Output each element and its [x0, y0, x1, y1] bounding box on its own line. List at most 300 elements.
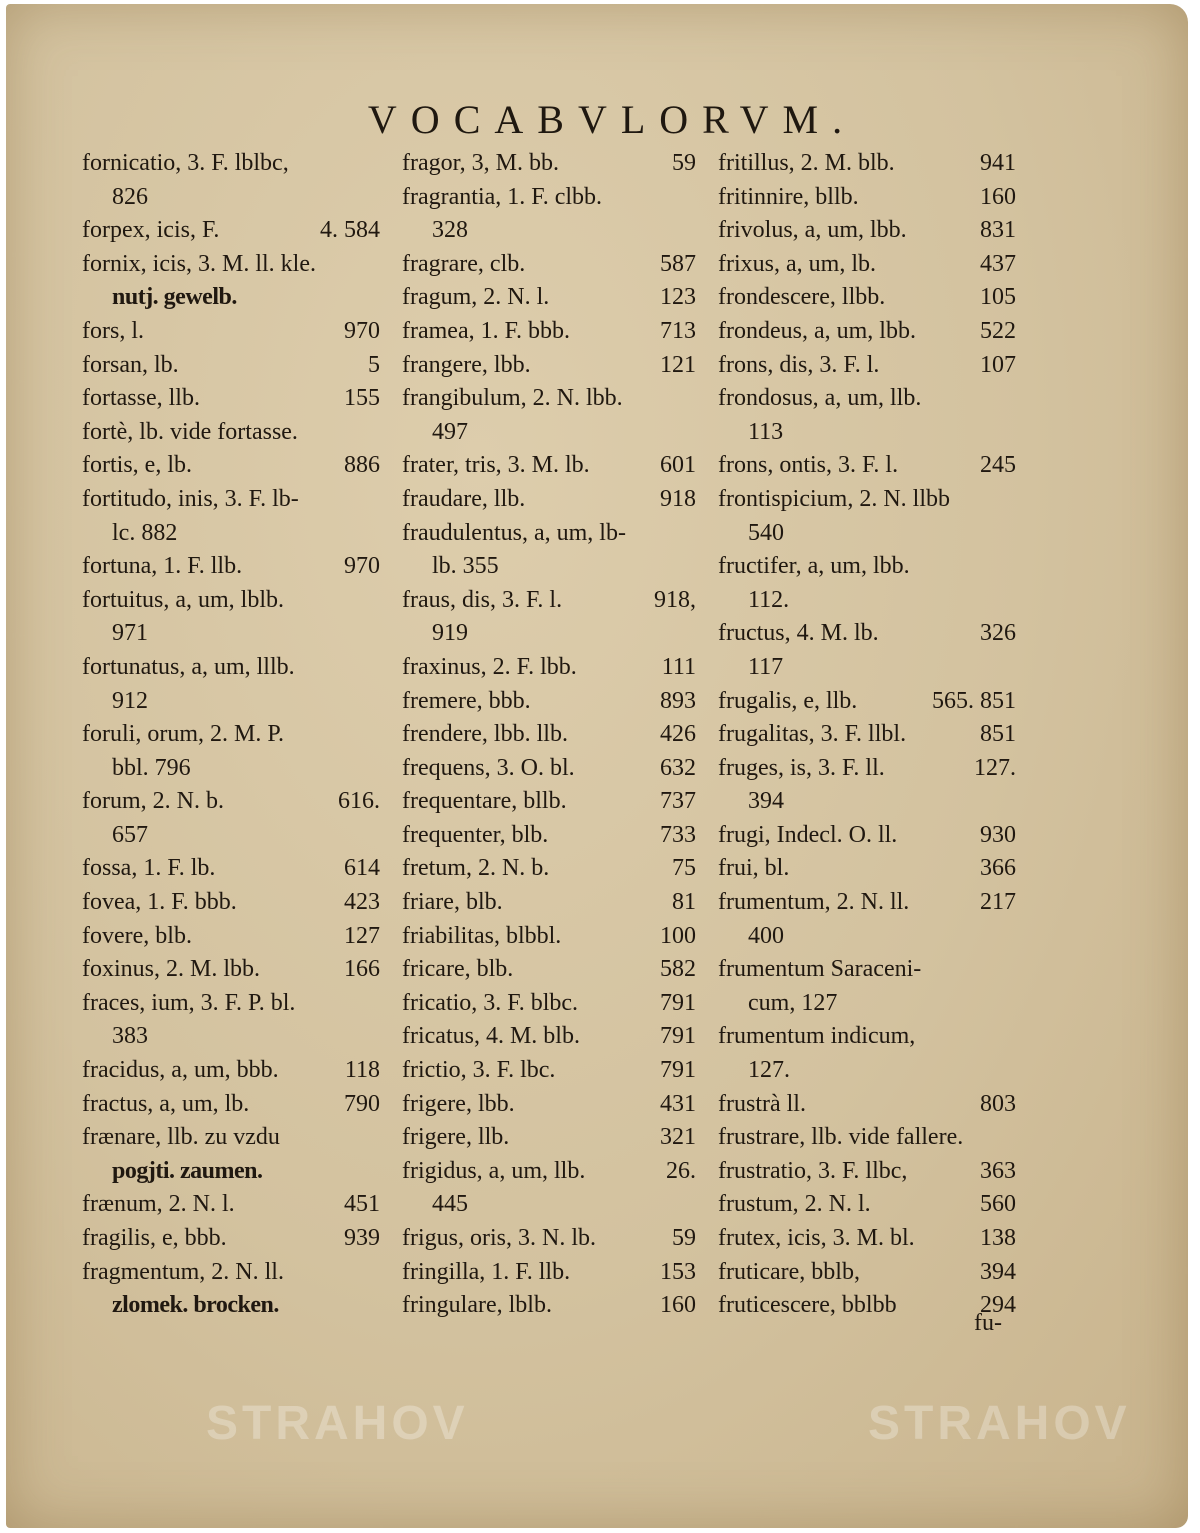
index-entry: [82, 349, 380, 383]
entry-text: fortè, lb. vide fortasse.: [82, 418, 298, 445]
entry-page-number: [374, 1256, 380, 1290]
entry-text: frumentum Saraceni-: [718, 956, 922, 983]
entry-text: fruticescere, bblbb: [718, 1292, 897, 1319]
entry-page-number: 166: [344, 956, 380, 983]
entry-page-number: [374, 617, 380, 651]
entry-text: fortuitus, a, um, lblb.: [82, 586, 284, 613]
entry-text: foxinus, 2. M. lbb.: [82, 956, 261, 983]
entry-text: frendere, lbb. llb.: [402, 721, 568, 748]
entry-page-number: 930: [980, 821, 1016, 848]
entry-text: frigere, lbb.: [402, 1090, 515, 1117]
entry-page-number: 791: [660, 1057, 696, 1084]
entry-text: frontispicium, 2. N. llbb: [718, 485, 950, 512]
entry-text: nutj. gewelb.: [112, 284, 237, 311]
entry-text: frons, ontis, 3. F. l.: [718, 452, 899, 479]
index-entry: [718, 685, 1016, 719]
entry-text: fructifer, a, um, lbb.: [718, 553, 910, 580]
entry-text: fracidus, a, um, bbb.: [82, 1057, 279, 1084]
index-entry: [82, 550, 380, 584]
index-entry: [82, 1054, 380, 1088]
entry-text: fragum, 2. N. l.: [402, 284, 550, 311]
entry-text: fricatio, 3. F. blbc.: [402, 989, 579, 1016]
entry-page-number: 123: [660, 284, 696, 311]
entry-text: fruticare, bblb,: [718, 1258, 860, 1285]
entry-page-number: 431: [660, 1090, 696, 1117]
entry-text: forum, 2. N. b.: [82, 788, 224, 815]
entry-text: frondosus, a, um, llb.: [718, 385, 922, 412]
entry-page-number: 153: [660, 1258, 696, 1285]
entry-page-number: 394: [980, 1258, 1016, 1285]
entry-page-number: 4. 584: [320, 217, 380, 244]
entry-page-number: 893: [660, 687, 696, 714]
entry-text: frui, bl.: [718, 855, 790, 882]
entry-text: frugi, Indecl. O. ll.: [718, 821, 898, 848]
entry-page-number: 918: [660, 485, 696, 512]
entry-page-number: 217: [980, 889, 1016, 916]
index-entry: [402, 550, 696, 584]
index-entry: [402, 920, 696, 954]
entry-page-number: 100: [660, 922, 696, 949]
entry-page-number: [1010, 785, 1016, 819]
entry-text: bbl. 796: [112, 754, 191, 781]
entry-text: 112.: [748, 586, 790, 613]
entry-text: frænum, 2. N. l.: [82, 1191, 235, 1218]
entry-page-number: [374, 1289, 380, 1323]
entry-text: framea, 1. F. bbb.: [402, 317, 571, 344]
index-entry: [718, 987, 1016, 1021]
index-entry: [718, 550, 1016, 584]
entry-page-number: 59: [672, 150, 696, 176]
entry-page-number: [690, 1188, 696, 1222]
entry-text: frustrà ll.: [718, 1090, 806, 1117]
entry-page-number: [374, 248, 380, 282]
index-entry: [402, 1155, 696, 1189]
entry-page-number: 81: [672, 889, 696, 916]
entry-text: fruges, is, 3. F. ll.: [718, 754, 885, 781]
index-entry: [82, 147, 380, 181]
entry-text: zlomek. brocken.: [112, 1292, 279, 1319]
entry-text: fremere, bbb.: [402, 687, 531, 714]
index-entry: [82, 181, 380, 215]
entry-text: 113: [748, 418, 784, 445]
entry-text: fragrare, clb.: [402, 250, 526, 277]
entry-page-number: [374, 281, 380, 315]
entry-page-number: [1010, 416, 1016, 450]
index-entry: [82, 315, 380, 349]
entry-text: 919: [432, 620, 468, 647]
index-entry: [718, 953, 1016, 987]
entry-text: fritillus, 2. M. blb.: [718, 150, 895, 176]
entry-page-number: 601: [660, 452, 696, 479]
index-entry: [718, 718, 1016, 752]
entry-page-number: [1010, 651, 1016, 685]
entry-page-number: 582: [660, 956, 696, 983]
entry-page-number: 831: [980, 217, 1016, 244]
entry-page-number: 423: [344, 889, 380, 916]
watermark-left: STRAHOV: [206, 1397, 469, 1450]
index-entry: [402, 248, 696, 282]
watermark-right: STRAHOV: [868, 1397, 1131, 1450]
entry-text: fricare, blb.: [402, 956, 514, 983]
entry-page-number: 970: [344, 553, 380, 580]
index-entry: [402, 517, 696, 551]
entry-text: forpex, icis, F.: [82, 217, 220, 244]
entry-page-number: 127: [344, 922, 380, 949]
entry-page-number: [374, 416, 380, 450]
index-entry: [718, 281, 1016, 315]
entry-text: fortitudo, inis, 3. F. lb-: [82, 485, 299, 512]
index-entry: [718, 752, 1016, 786]
index-entry: [718, 1155, 1016, 1189]
index-entry: [82, 819, 380, 853]
index-entry: [82, 651, 380, 685]
entry-text: frugalitas, 3. F. llbl.: [718, 721, 907, 748]
entry-text: fragilis, e, bbb.: [82, 1225, 227, 1251]
entry-text: fraudulentus, a, um, lb-: [402, 519, 626, 546]
index-entry: [82, 1088, 380, 1122]
entry-page-number: [1010, 920, 1016, 954]
entry-page-number: 5: [368, 351, 380, 378]
entry-page-number: 437: [980, 250, 1016, 277]
entry-text: fritinnire, bllb.: [718, 183, 859, 210]
entry-page-number: 565. 851: [932, 687, 1016, 714]
entry-text: frequens, 3. O. bl.: [402, 754, 575, 781]
index-entry: [402, 617, 696, 651]
entry-text: fortuna, 1. F. llb.: [82, 553, 243, 580]
entry-text: lc. 882: [112, 519, 178, 546]
index-entry: [718, 147, 1016, 181]
entry-text: fraudare, llb.: [402, 485, 526, 512]
index-entry: [402, 483, 696, 517]
index-entry: [82, 1256, 380, 1290]
catchword: fu-: [974, 1310, 1002, 1336]
entry-page-number: [374, 483, 380, 517]
entry-page-number: 803: [980, 1090, 1016, 1117]
index-entry: [82, 752, 380, 786]
index-entry: [402, 1054, 696, 1088]
entry-page-number: 363: [980, 1157, 1016, 1184]
index-entry: [82, 1121, 380, 1155]
entry-text: fragor, 3, M. bb.: [402, 150, 560, 176]
entry-page-number: [374, 1121, 380, 1155]
entry-page-number: 138: [980, 1225, 1016, 1251]
index-entry: [402, 281, 696, 315]
entry-text: fornix, icis, 3. M. ll. kle.: [82, 250, 316, 277]
entry-text: frons, dis, 3. F. l.: [718, 351, 880, 378]
index-entry: [402, 953, 696, 987]
entry-page-number: [1010, 1121, 1016, 1155]
entry-text: 400: [748, 922, 784, 949]
entry-page-number: 107: [980, 351, 1016, 378]
index-entry: [718, 449, 1016, 483]
entry-text: 497: [432, 418, 468, 445]
entry-page-number: [690, 617, 696, 651]
entry-text: frumentum indicum,: [718, 1023, 916, 1050]
index-entry: [82, 718, 380, 752]
entry-page-number: 632: [660, 754, 696, 781]
entry-text: frigidus, a, um, llb.: [402, 1157, 586, 1184]
entry-page-number: 426: [660, 721, 696, 748]
entry-page-number: [1010, 483, 1016, 517]
entry-text: friare, blb.: [402, 889, 503, 916]
index-entry: [718, 416, 1016, 450]
index-entry: [82, 920, 380, 954]
index-entry: [82, 449, 380, 483]
entry-text: frater, tris, 3. M. lb.: [402, 452, 590, 479]
index-entry: [82, 852, 380, 886]
index-entry: [402, 718, 696, 752]
entry-page-number: 970: [344, 317, 380, 344]
index-entry: [82, 214, 380, 248]
entry-page-number: [1010, 517, 1016, 551]
entry-page-number: [374, 685, 380, 719]
entry-text: frondeus, a, um, lbb.: [718, 317, 916, 344]
entry-page-number: 155: [344, 385, 380, 412]
entry-page-number: [1010, 550, 1016, 584]
entry-page-number: 111: [661, 653, 696, 680]
entry-text: frequentare, bllb.: [402, 788, 567, 815]
entry-page-number: [374, 987, 380, 1021]
index-entry: [402, 785, 696, 819]
index-entry: [718, 819, 1016, 853]
index-entry: [718, 584, 1016, 618]
entry-text: 127.: [748, 1057, 790, 1084]
entry-page-number: 245: [980, 452, 1016, 479]
index-entry: [718, 483, 1016, 517]
index-entry: [718, 617, 1016, 651]
entry-text: 383: [112, 1023, 148, 1050]
index-entry: [82, 953, 380, 987]
entry-page-number: 790: [344, 1090, 380, 1117]
entry-page-number: 886: [344, 452, 380, 479]
index-entry: [82, 483, 380, 517]
index-entry: [82, 987, 380, 1021]
index-entry: [402, 819, 696, 853]
column-1: [82, 147, 380, 1323]
column-2: [402, 147, 696, 1323]
entry-page-number: 560: [980, 1191, 1016, 1218]
entry-text: fraces, ium, 3. F. P. bl.: [82, 989, 296, 1016]
entry-text: fraxinus, 2. F. lbb.: [402, 653, 577, 680]
page-header-title: VOCABVLORVM.: [367, 97, 857, 142]
entry-page-number: 105: [980, 284, 1016, 311]
index-entry: [718, 1020, 1016, 1054]
entry-text: cum, 127: [748, 989, 838, 1016]
entry-page-number: [690, 382, 696, 416]
index-entry: [402, 214, 696, 248]
entry-text: fortasse, llb.: [82, 385, 200, 412]
entry-text: 328: [432, 217, 468, 244]
entry-page-number: [374, 181, 380, 215]
entry-page-number: 160: [660, 1292, 696, 1319]
index-entry: [402, 1256, 696, 1290]
entry-text: friabilitas, blbbl.: [402, 922, 562, 949]
index-entry: [402, 147, 696, 181]
index-entry: [718, 517, 1016, 551]
entry-text: fors, l.: [82, 317, 144, 344]
index-entry: [402, 1088, 696, 1122]
index-entry: [402, 685, 696, 719]
entry-page-number: 713: [660, 317, 696, 344]
index-entry: [402, 315, 696, 349]
entry-page-number: [1010, 584, 1016, 618]
entry-text: 657: [112, 821, 148, 848]
entry-text: frustratio, 3. F. llbc,: [718, 1157, 908, 1184]
entry-text: foruli, orum, 2. M. P.: [82, 721, 285, 748]
index-entry: [402, 987, 696, 1021]
entry-page-number: [374, 147, 380, 181]
entry-page-number: 26.: [666, 1157, 696, 1184]
entry-page-number: 451: [344, 1191, 380, 1218]
entry-page-number: 918,: [654, 586, 696, 613]
entry-page-number: [374, 752, 380, 786]
index-entry: [82, 382, 380, 416]
entry-text: fringilla, 1. F. llb.: [402, 1258, 571, 1285]
index-entry: [402, 1188, 696, 1222]
index-entry: [82, 584, 380, 618]
index-entry: [718, 214, 1016, 248]
index-entry: [82, 1188, 380, 1222]
index-entry: [402, 1222, 696, 1256]
entry-text: frumentum, 2. N. ll.: [718, 889, 910, 916]
entry-page-number: 59: [672, 1225, 696, 1251]
entry-text: fraus, dis, 3. F. l.: [402, 586, 563, 613]
index-entry: [82, 617, 380, 651]
entry-text: forsan, lb.: [82, 351, 179, 378]
entry-page-number: [374, 718, 380, 752]
entry-page-number: 791: [660, 1023, 696, 1050]
entry-text: frangibulum, 2. N. lbb.: [402, 385, 623, 412]
entry-page-number: [374, 1155, 380, 1189]
index-entry: [718, 785, 1016, 819]
entry-text: fortis, e, lb.: [82, 452, 192, 479]
entry-text: frixus, a, um, lb.: [718, 250, 876, 277]
entry-text: fragmentum, 2. N. ll.: [82, 1258, 284, 1285]
index-entry: [718, 651, 1016, 685]
index-entry: [718, 852, 1016, 886]
entry-text: lb. 355: [432, 553, 499, 580]
entry-text: fricatus, 4. M. blb.: [402, 1023, 580, 1050]
entry-page-number: 75: [672, 855, 696, 882]
entry-page-number: [1010, 953, 1016, 987]
index-entry: [82, 281, 380, 315]
index-entry: [718, 1289, 1016, 1323]
entry-text: frustum, 2. N. l.: [718, 1191, 871, 1218]
entry-page-number: [374, 651, 380, 685]
index-entry: [718, 886, 1016, 920]
entry-text: 971: [112, 620, 148, 647]
entry-page-number: [690, 214, 696, 248]
entry-page-number: [374, 517, 380, 551]
entry-text: 117: [748, 653, 784, 680]
index-entry: [82, 785, 380, 819]
entry-page-number: 614: [344, 855, 380, 882]
entry-text: 445: [432, 1191, 468, 1218]
index-entry: [82, 1222, 380, 1256]
entry-text: pogjti. zaumen.: [112, 1157, 263, 1184]
entry-page-number: 366: [980, 855, 1016, 882]
entry-page-number: 121: [660, 351, 696, 378]
book-page: [6, 4, 1188, 1528]
entry-page-number: [1010, 382, 1016, 416]
entry-page-number: 118: [344, 1057, 380, 1084]
index-entry: [82, 248, 380, 282]
entry-page-number: [1010, 1054, 1016, 1088]
index-entry: [402, 181, 696, 215]
entry-page-number: 160: [980, 183, 1016, 210]
index-entry: [402, 1020, 696, 1054]
index-entry: [718, 181, 1016, 215]
index-entry: [402, 349, 696, 383]
entry-text: fractus, a, um, lb.: [82, 1090, 250, 1117]
entry-text: fructus, 4. M. lb.: [718, 620, 879, 647]
index-entry: [402, 651, 696, 685]
entry-text: fragrantia, 1. F. clbb.: [402, 183, 603, 210]
entry-text: fornicatio, 3. F. lblbc,: [82, 150, 289, 176]
entry-text: frondescere, llbb.: [718, 284, 886, 311]
entry-page-number: 616.: [338, 788, 380, 815]
index-entry: [718, 1054, 1016, 1088]
index-entry: [82, 685, 380, 719]
entry-page-number: [690, 550, 696, 584]
index-entry: [718, 1188, 1016, 1222]
entry-text: frutex, icis, 3. M. bl.: [718, 1225, 915, 1251]
index-entry: [402, 1289, 696, 1323]
entry-page-number: [1010, 1020, 1016, 1054]
index-entry: [718, 349, 1016, 383]
index-entry: [402, 382, 696, 416]
entry-text: frugalis, e, llb.: [718, 687, 858, 714]
entry-text: frigere, llb.: [402, 1124, 510, 1151]
index-entry: [82, 1020, 380, 1054]
entry-text: frivolus, a, um, lbb.: [718, 217, 907, 244]
entry-page-number: [690, 181, 696, 215]
entry-page-number: 326: [980, 620, 1016, 647]
entry-page-number: [374, 1020, 380, 1054]
index-entry: [718, 248, 1016, 282]
index-entry: [402, 584, 696, 618]
entry-page-number: 939: [344, 1225, 380, 1251]
entry-page-number: 941: [980, 150, 1016, 176]
index-entry: [82, 517, 380, 551]
entry-page-number: 587: [660, 250, 696, 277]
entry-text: fossa, 1. F. lb.: [82, 855, 216, 882]
entry-page-number: 733: [660, 821, 696, 848]
entry-text: fretum, 2. N. b.: [402, 855, 550, 882]
index-entry: [402, 752, 696, 786]
index-entry: [718, 1121, 1016, 1155]
entry-page-number: 127.: [974, 754, 1016, 781]
entry-page-number: 522: [980, 317, 1016, 344]
entry-text: 394: [748, 788, 784, 815]
column-3: [718, 147, 1016, 1323]
entry-text: frænare, llb. zu vzdu: [82, 1124, 280, 1151]
entry-text: frictio, 3. F. lbc.: [402, 1057, 556, 1084]
index-entry: [718, 920, 1016, 954]
entry-page-number: [374, 584, 380, 618]
entry-text: frequenter, blb.: [402, 821, 549, 848]
entry-text: fringulare, lblb.: [402, 1292, 552, 1319]
entry-page-number: 851: [980, 721, 1016, 748]
entry-page-number: 791: [660, 989, 696, 1016]
index-entry: [718, 1256, 1016, 1290]
entry-page-number: [690, 416, 696, 450]
index-entry: [82, 886, 380, 920]
index-entry: [402, 852, 696, 886]
entry-text: 912: [112, 687, 148, 714]
entry-page-number: 737: [660, 788, 696, 815]
entry-text: fortunatus, a, um, lllb.: [82, 653, 295, 680]
